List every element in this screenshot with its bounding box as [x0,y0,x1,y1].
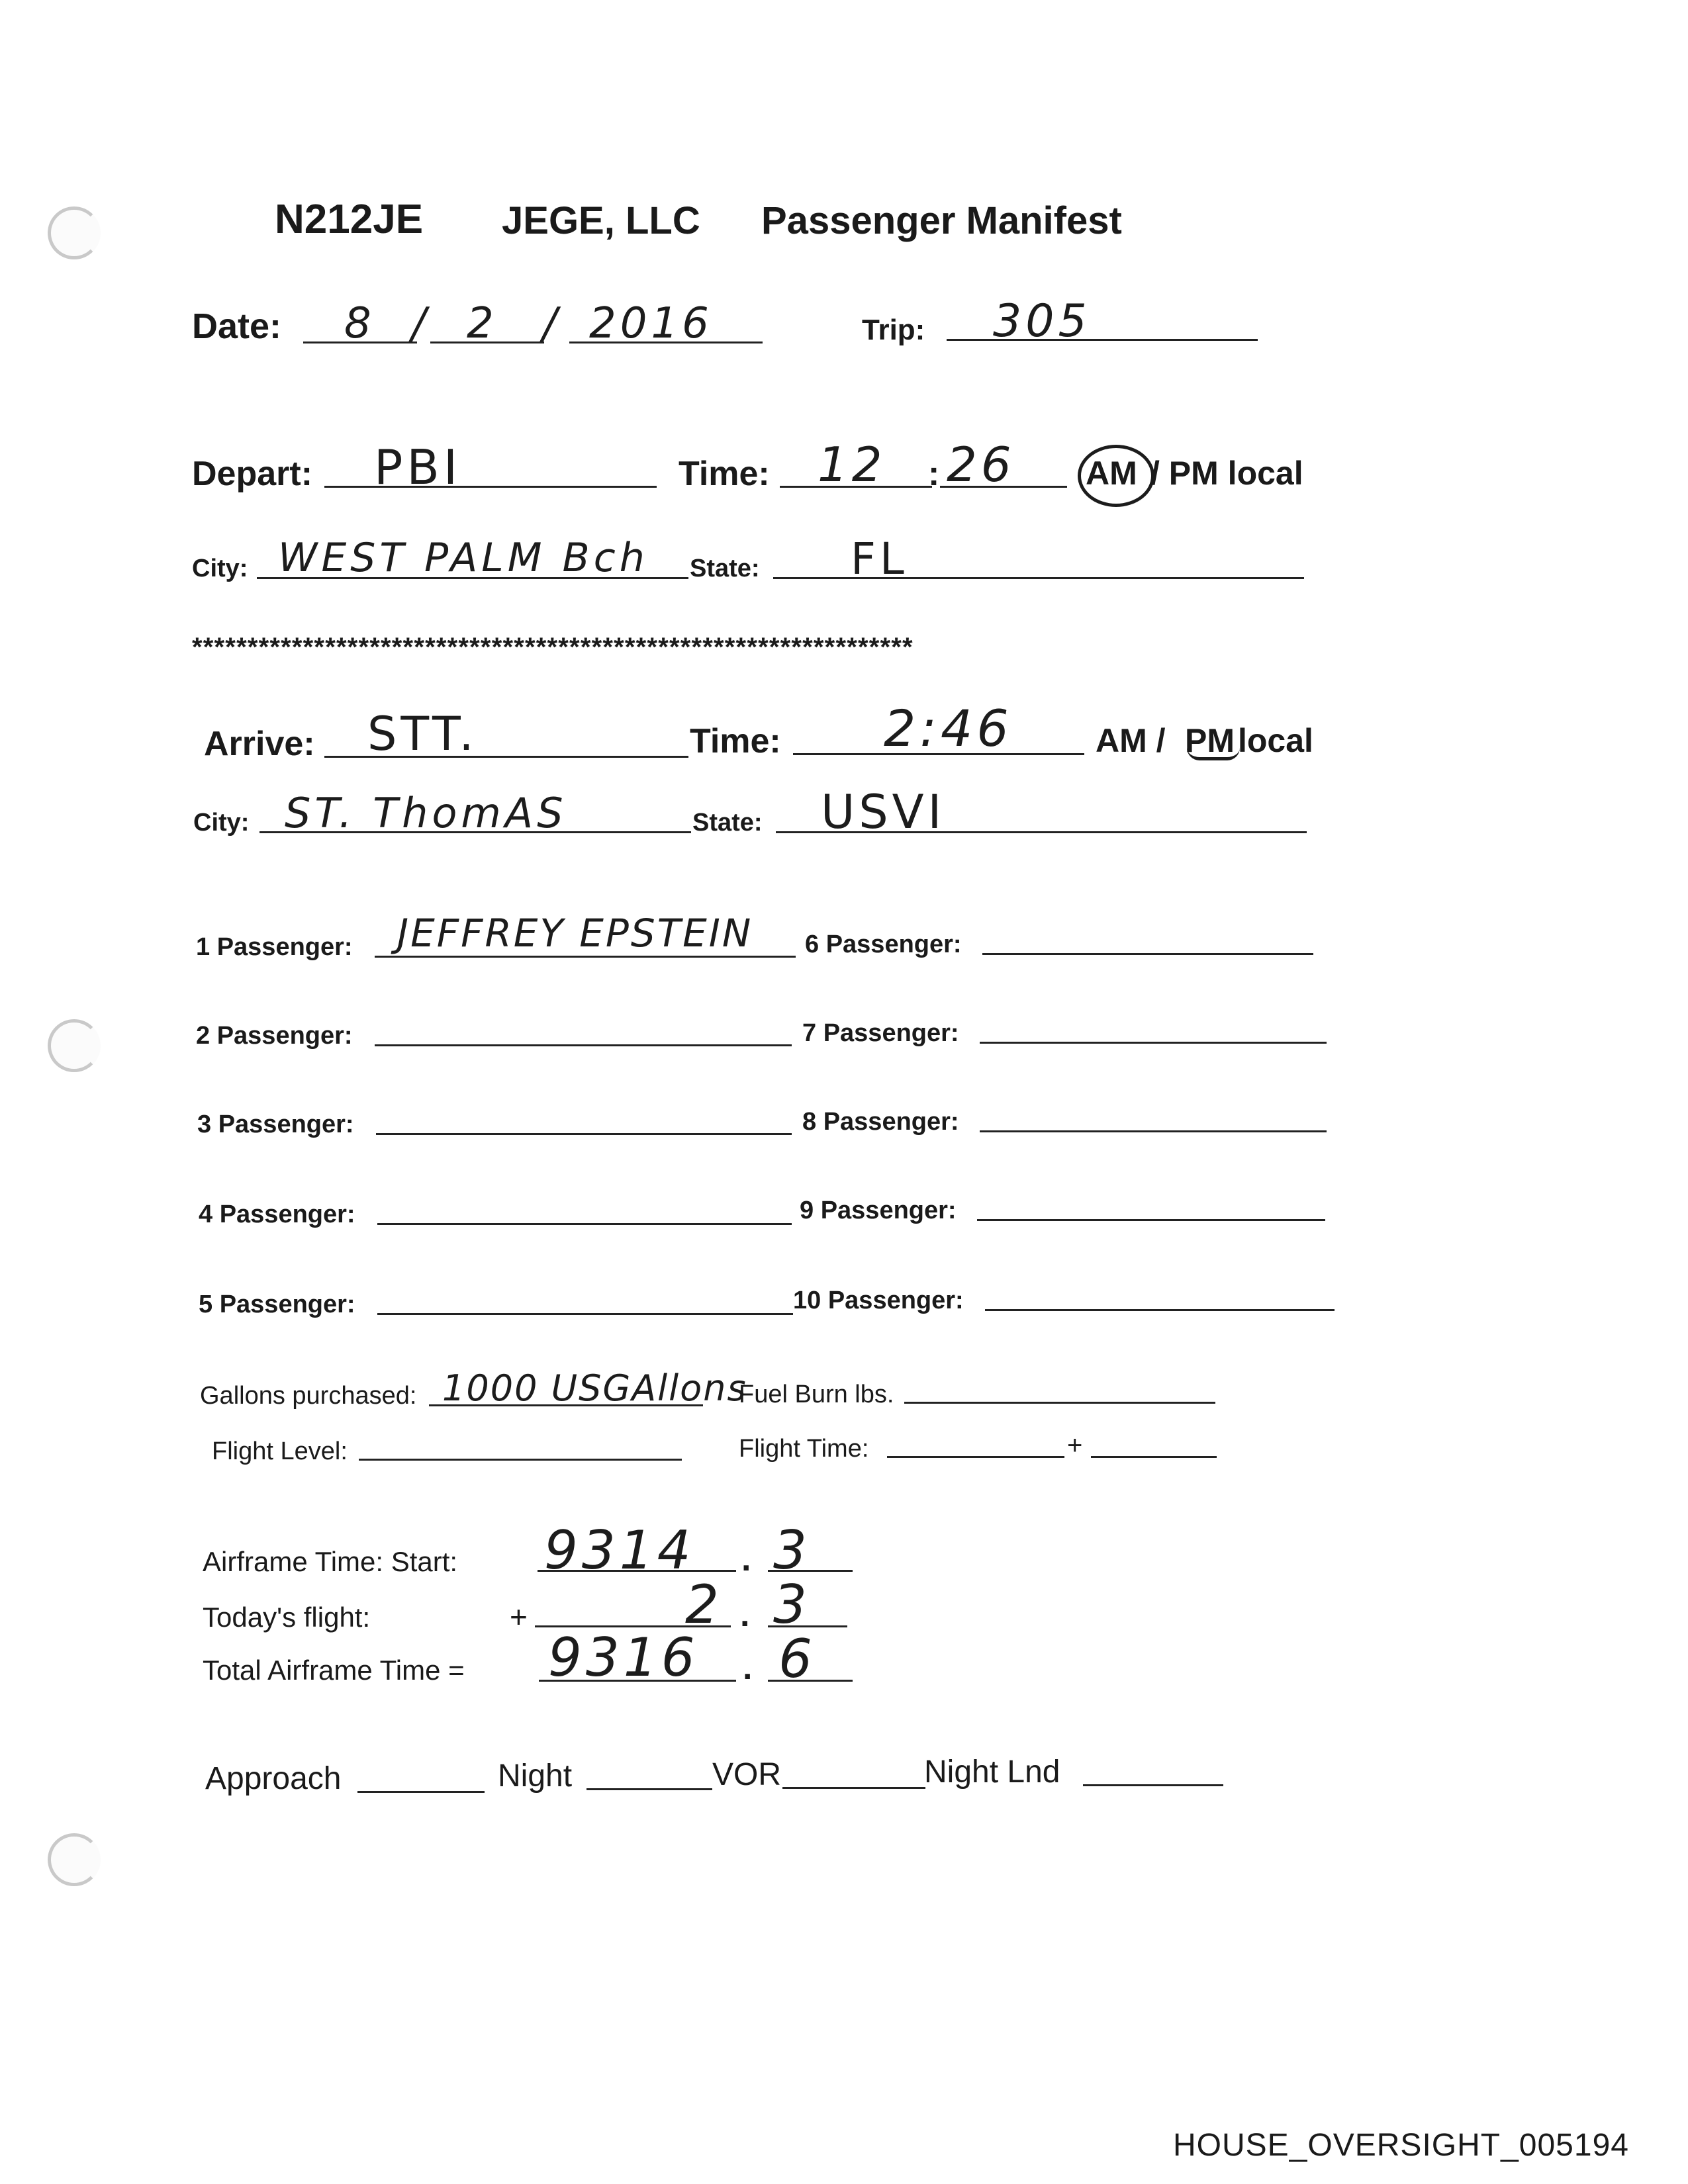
night-line [586,1788,712,1790]
passenger-1-value: JEFFREY EPSTEIN [397,911,753,956]
depart-state-label: State: [690,555,760,582]
date-day-value: 2 [467,299,498,348]
total-airframe-dot: . [743,1649,753,1687]
arrive-state-value: USVI [821,785,946,839]
tail-number: N212JE [275,197,424,242]
company-name: JEGE, LLC [502,199,700,242]
passenger-8-label: 8 Passenger: [802,1108,959,1136]
depart-city-label: City: [192,555,248,582]
date-separator-2: / [543,299,561,348]
arrive-am-label: AM / [1096,722,1166,759]
pm-selected-underline [1187,748,1240,760]
passenger-9-label: 9 Passenger: [800,1197,957,1224]
passenger-2-label: 2 Passenger: [196,1022,353,1050]
passenger-9-line [977,1219,1325,1221]
arrive-state-label: State: [692,809,763,837]
total-airframe-whole: 9316 [548,1627,699,1688]
passenger-10-line [985,1309,1335,1311]
depart-am-label: AM [1086,455,1137,492]
flight-level-label: Flight Level: [212,1437,348,1465]
arrive-time-label: Time: [690,722,781,760]
bates-number: HOUSE_OVERSIGHT_005194 [1173,2128,1629,2163]
depart-time-colon: : [928,455,940,493]
vor-line [782,1787,925,1789]
depart-label: Depart: [192,455,313,493]
passenger-3-label: 3 Passenger: [197,1111,354,1138]
gallons-purchased-value: 1000 USGAllons [442,1367,747,1409]
depart-pm-local-label: / PM local [1150,455,1303,492]
airframe-start-tenth: 3 [773,1520,811,1581]
page-title: Passenger Manifest [761,199,1122,242]
todays-flight-tenth: 3 [773,1574,811,1635]
flight-time-plus: + [1067,1431,1083,1460]
passenger-3-line [376,1133,792,1135]
passenger-4-label: 4 Passenger: [199,1201,355,1228]
total-airframe-label: Total Airframe Time = [203,1655,465,1686]
airframe-start-dot: . [741,1540,751,1578]
arrive-local-label: local [1238,722,1313,759]
airframe-start-whole: 9314 [544,1520,695,1581]
vor-label: VOR [712,1757,782,1792]
night-label: Night [498,1758,573,1794]
trip-value: 305 [993,295,1091,347]
arrive-label: Arrive: [204,725,315,763]
date-label: Date: [192,306,282,346]
depart-time-minute: 26 [947,437,1015,492]
approach-label: Approach [205,1761,342,1796]
passenger-1-label: 1 Passenger: [196,933,353,961]
date-month-value: 8 [344,299,375,348]
date-year-value: 2016 [589,299,713,348]
gallons-purchased-label: Gallons purchased: [200,1382,417,1410]
arrive-city-label: City: [193,809,250,837]
approach-line [357,1791,485,1793]
passenger-10-label: 10 Passenger: [793,1287,964,1314]
night-landing-line [1083,1784,1223,1786]
trip-label: Trip: [862,314,925,346]
night-landing-label: Night Lnd [924,1754,1060,1790]
flight-time-label: Flight Time: [739,1435,869,1463]
passenger-6-line [982,953,1313,955]
binder-hole-top [48,206,101,259]
flight-time-line-2 [1091,1456,1217,1458]
binder-hole-bottom [48,1833,101,1886]
passenger-8-line [980,1130,1327,1132]
todays-flight-plus: + [510,1600,528,1634]
depart-value: PBI [374,439,462,495]
arrive-city-value: ST. ThomAS [285,789,567,837]
passenger-7-label: 7 Passenger: [802,1019,959,1047]
arrive-pm-label: PM [1185,722,1235,759]
depart-time-label: Time: [679,455,770,493]
arrive-value: STT. [367,707,478,761]
todays-flight-whole: 2 [685,1574,723,1635]
date-separator-1: / [412,299,430,348]
passenger-2-line [375,1044,792,1046]
fuel-burn-label: Fuel Burn lbs. [739,1381,894,1408]
passenger-4-line [377,1223,792,1225]
passenger-5-label: 5 Passenger: [199,1291,355,1318]
arrive-time-value: 2:46 [884,699,1013,758]
todays-flight-dot: . [740,1596,750,1634]
binder-hole-middle [48,1019,101,1072]
flight-time-line-1 [887,1456,1064,1458]
fuel-burn-line [904,1402,1215,1404]
passenger-7-line [980,1042,1327,1044]
airframe-start-label: Airframe Time: Start: [203,1546,458,1577]
passenger-1-line [375,956,796,958]
depart-time-hour: 12 [818,437,886,492]
passenger-5-line [377,1313,793,1315]
depart-city-value: WEST PALM Bch [278,535,649,581]
depart-state-value: FL [851,533,908,584]
passenger-6-label: 6 Passenger: [805,931,962,958]
section-separator: ***************************************************************** [192,633,914,662]
flight-level-line [359,1459,682,1461]
todays-flight-label: Today's flight: [203,1602,371,1633]
total-airframe-tenth: 6 [778,1628,816,1690]
